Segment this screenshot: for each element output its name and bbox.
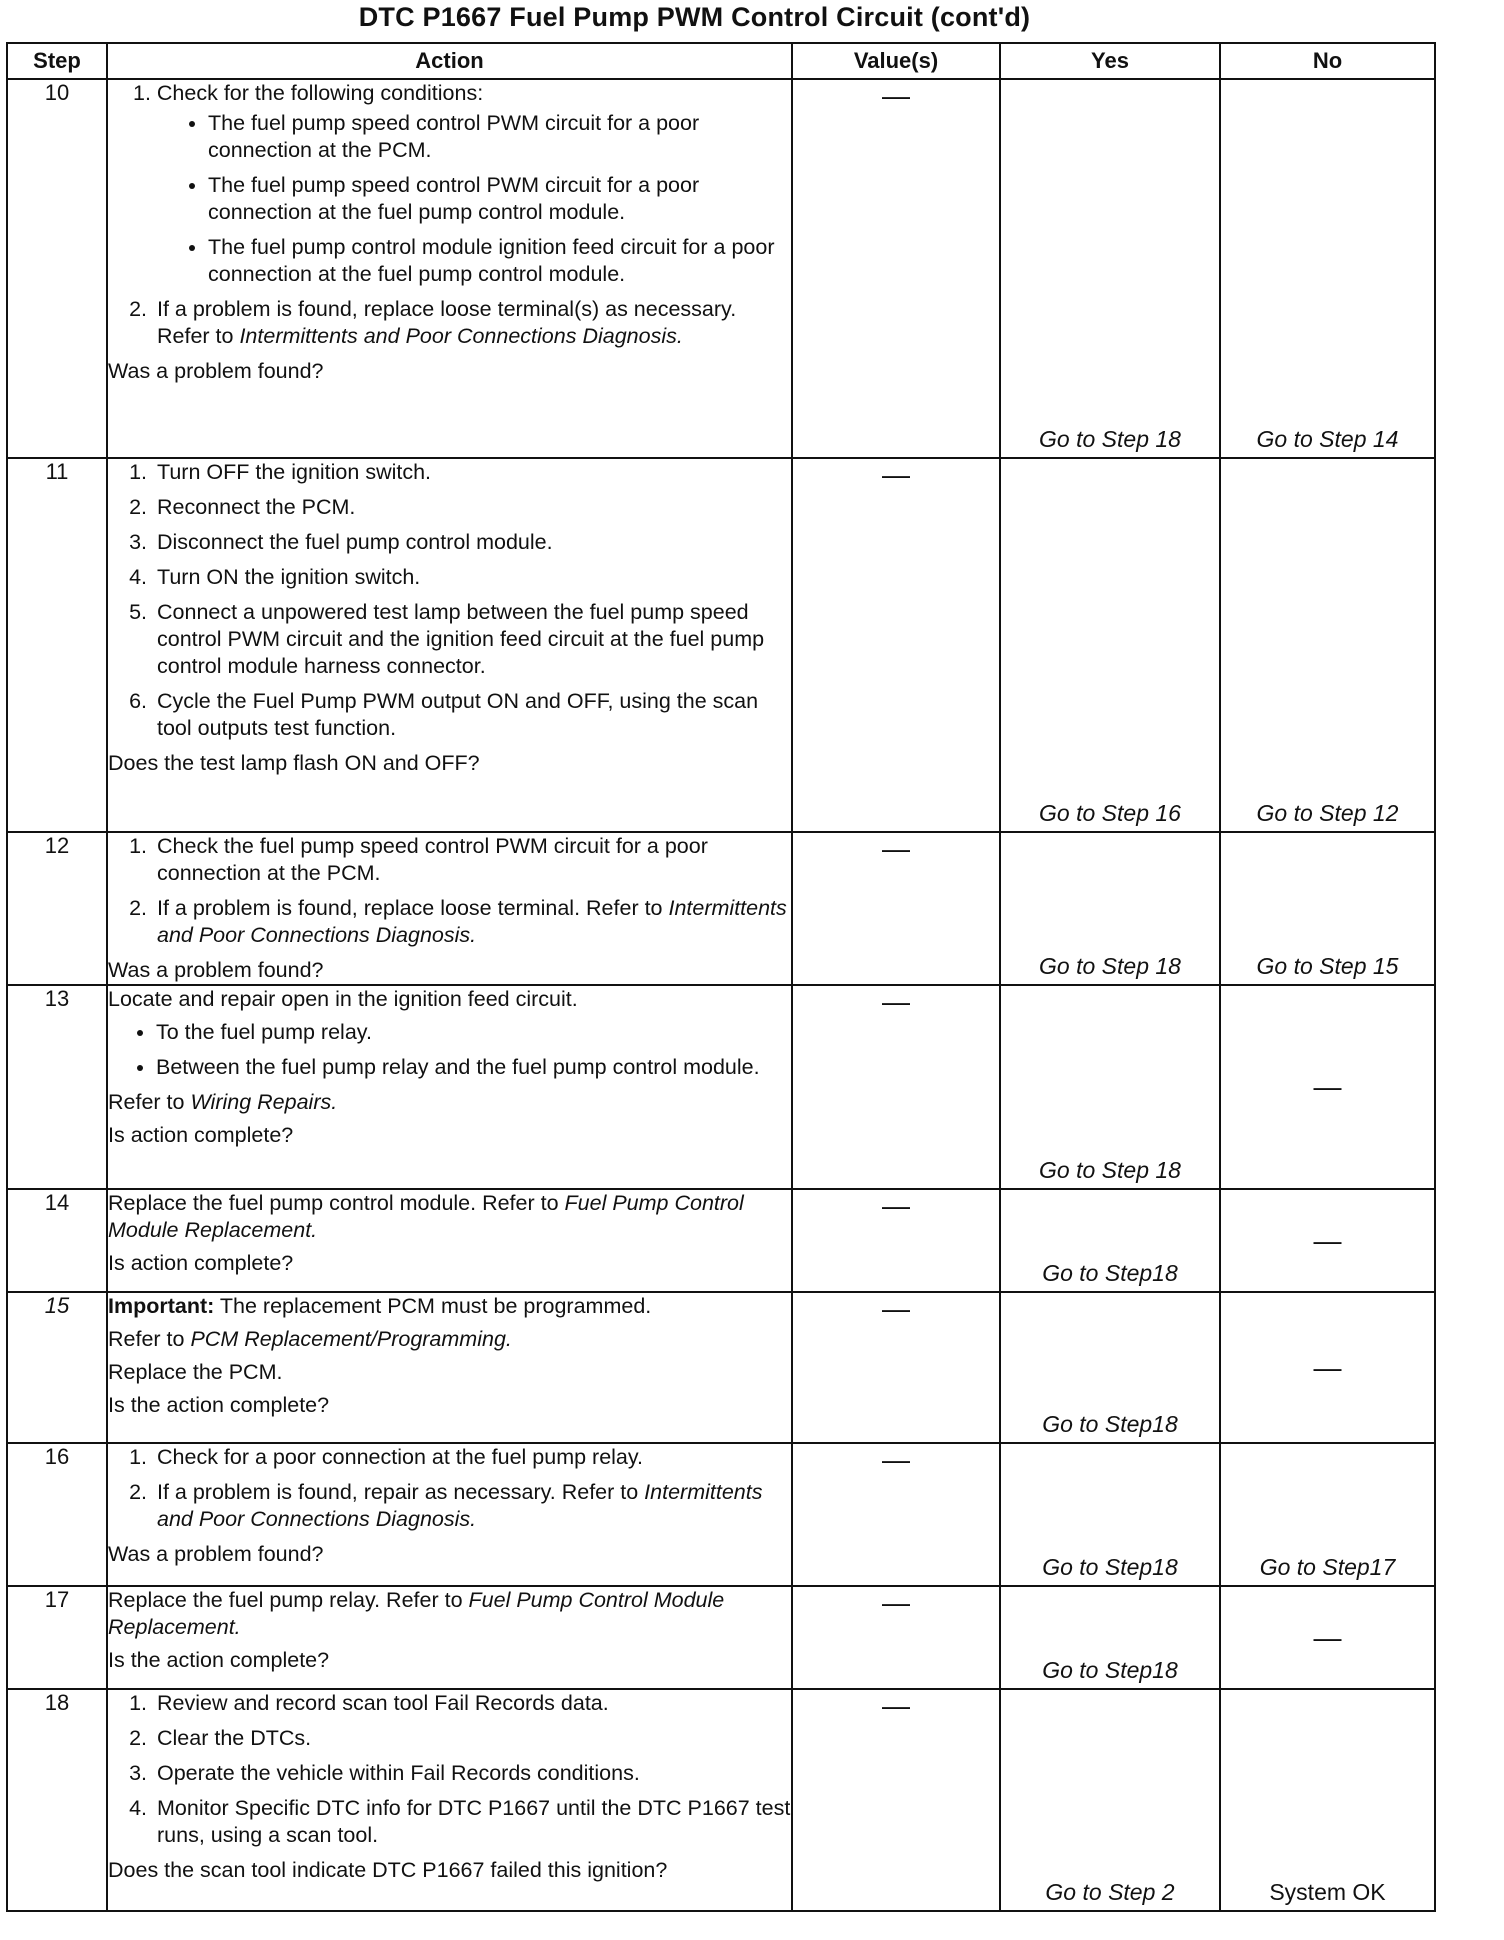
action-cell	[107, 1443, 792, 1586]
action-text	[108, 1587, 791, 1641]
yes-cell	[1000, 1689, 1220, 1911]
list-item: • To the fuel pump relay.	[156, 1019, 791, 1046]
action-question: Is action complete?	[108, 1123, 294, 1147]
no-cell	[1220, 458, 1435, 832]
list-item: • The fuel pump speed control PWM circuit for a poor connection at the fuel pump control module.	[208, 172, 791, 226]
value-cell: —	[792, 1586, 1000, 1689]
value-cell: —	[792, 1292, 1000, 1443]
table-row-step-12	[7, 832, 1435, 985]
action-intro: Locate and repair open in the ignition feed circuit.	[108, 987, 578, 1011]
action-question: Is the action complete?	[108, 1393, 330, 1417]
value-cell: —	[792, 832, 1000, 985]
reference-link: Fuel Pump Control Module Replacement.	[108, 1588, 725, 1639]
table-row-step-14	[7, 1189, 1435, 1292]
action-line: Replace the PCM.	[108, 1360, 283, 1384]
action-cell	[107, 1292, 792, 1443]
table-row-step-10	[7, 79, 1435, 458]
header-no: No	[1220, 43, 1435, 79]
refer-text: Refer to	[108, 1090, 191, 1114]
action-question: Does the scan tool indicate DTC P1667 failed this ignition?	[108, 1858, 668, 1882]
yes-result: Go to Step 2	[1045, 1879, 1175, 1905]
value-cell: —	[792, 458, 1000, 832]
list-item: 4. Turn ON the ignition switch.	[153, 564, 791, 591]
document-title	[0, 2, 1504, 33]
yes-result: Go to Step 18	[1039, 1157, 1181, 1183]
table-row-step-16	[7, 1443, 1435, 1586]
yes-cell	[1000, 832, 1220, 985]
action-question: Is action complete?	[108, 1251, 294, 1275]
yes-result: Go to Step18	[1042, 1411, 1178, 1437]
no-cell	[1220, 1443, 1435, 1586]
yes-cell	[1000, 1292, 1220, 1443]
yes-result: Go to Step 16	[1039, 800, 1181, 826]
refer-line	[108, 1089, 791, 1116]
action-sentence: Replace the fuel pump control module. Refer to	[108, 1191, 565, 1215]
action-question: Was a problem found?	[108, 1542, 324, 1566]
no-cell	[1220, 1292, 1435, 1443]
action-question: Was a problem found?	[108, 958, 324, 982]
no-result: —	[1313, 1351, 1342, 1383]
list-item: • The fuel pump control module ignition feed circuit for a poor connection at the fuel pump control module.	[208, 234, 791, 288]
list-item	[153, 296, 791, 350]
header-action: Action	[107, 43, 792, 79]
step-number: 10	[7, 79, 107, 458]
value-cell: —	[792, 1443, 1000, 1586]
no-result: —	[1313, 1224, 1342, 1256]
list-item: • Between the fuel pump relay and the fuel pump control module.	[156, 1054, 791, 1081]
refer-line	[108, 1326, 791, 1353]
value-cell: —	[792, 1189, 1000, 1292]
title-text: DTC P1667 Fuel Pump PWM Control Circuit (cont'd)	[358, 2, 1031, 32]
step-number: 12	[7, 832, 107, 985]
action-cell	[107, 458, 792, 832]
reference-link: Intermittents and Poor Connections Diagnosis.	[239, 324, 683, 348]
important-note	[108, 1293, 791, 1320]
header-values: Value(s)	[792, 43, 1000, 79]
value-cell: —	[792, 79, 1000, 458]
action-cell	[107, 1586, 792, 1689]
yes-cell	[1000, 1443, 1220, 1586]
step-number: 17	[7, 1586, 107, 1689]
list-item: 1. Turn OFF the ignition switch.	[153, 459, 791, 486]
action-cell	[107, 1189, 792, 1292]
action-question: Does the test lamp flash ON and OFF?	[108, 751, 480, 775]
no-result: Go to Step 15	[1256, 953, 1399, 979]
list-item: 1. Review and record scan tool Fail Records data.	[153, 1690, 791, 1717]
no-result: Go to Step 14	[1256, 426, 1399, 452]
important-text: The replacement PCM must be programmed.	[214, 1294, 652, 1318]
table-row-step-18	[7, 1689, 1435, 1911]
step-number: 14	[7, 1189, 107, 1292]
reference-link: PCM Replacement/Programming.	[190, 1327, 512, 1351]
yes-result: Go to Step18	[1042, 1260, 1178, 1286]
yes-cell	[1000, 1189, 1220, 1292]
important-label: Important:	[108, 1294, 215, 1318]
yes-result: Go to Step18	[1042, 1554, 1178, 1580]
diagnostic-table	[6, 42, 1436, 1912]
action-intro: 1. Check for the following conditions:	[133, 81, 484, 105]
list-item: 2. Clear the DTCs.	[153, 1725, 791, 1752]
step-number: 11	[7, 458, 107, 832]
no-cell	[1220, 985, 1435, 1189]
header-row	[7, 43, 1435, 79]
action-cell	[107, 985, 792, 1189]
yes-result: Go to Step 18	[1039, 426, 1181, 452]
header-step: Step	[7, 43, 107, 79]
yes-result: Go to Step 18	[1039, 953, 1181, 979]
step-number: 16	[7, 1443, 107, 1586]
list-item: 1. Check for a poor connection at the fuel pump relay.	[153, 1444, 791, 1471]
step-number: 15	[7, 1292, 107, 1443]
yes-cell	[1000, 1586, 1220, 1689]
reference-link: Intermittents and Poor Connections Diagnosis.	[157, 1480, 763, 1531]
item-text: If a problem is found, replace loose terminal. Refer to	[157, 896, 669, 920]
action-text	[108, 1190, 791, 1244]
no-result: System OK	[1269, 1879, 1386, 1905]
list-item: 2. Reconnect the PCM.	[153, 494, 791, 521]
yes-cell	[1000, 985, 1220, 1189]
step-number: 18	[7, 1689, 107, 1911]
yes-cell	[1000, 458, 1220, 832]
value-cell: —	[792, 1689, 1000, 1911]
header-yes: Yes	[1000, 43, 1220, 79]
no-result: Go to Step 12	[1256, 800, 1399, 826]
list-item: 5. Connect a unpowered test lamp between the fuel pump speed control PWM circuit and the ignition feed circuit at the fuel pump control module harness connector.	[153, 599, 791, 680]
table-row-step-13	[7, 985, 1435, 1189]
list-item: 3. Disconnect the fuel pump control module.	[153, 529, 791, 556]
no-cell	[1220, 832, 1435, 985]
list-item: 1. Check the fuel pump speed control PWM circuit for a poor connection at the PCM.	[153, 833, 791, 887]
yes-result: Go to Step18	[1042, 1657, 1178, 1683]
reference-link: Wiring Repairs.	[190, 1090, 338, 1114]
reference-link: Intermittents and Poor Connections Diagnosis.	[157, 896, 787, 947]
action-question: Was a problem found?	[108, 359, 324, 383]
action-cell	[107, 79, 792, 458]
no-cell	[1220, 1189, 1435, 1292]
item-text: If a problem is found, replace loose terminal(s) as necessary. Refer to	[157, 297, 737, 348]
reference-link: Fuel Pump Control Module Replacement.	[108, 1191, 744, 1242]
list-item: • The fuel pump speed control PWM circuit for a poor connection at the PCM.	[208, 110, 791, 164]
table-row-step-15	[7, 1292, 1435, 1443]
item-text: If a problem is found, repair as necessary. Refer to	[157, 1480, 645, 1504]
step-number: 13	[7, 985, 107, 1189]
yes-cell	[1000, 79, 1220, 458]
refer-text: Refer to	[108, 1327, 191, 1351]
no-cell	[1220, 1689, 1435, 1911]
list-item: 3. Operate the vehicle within Fail Records conditions.	[153, 1760, 791, 1787]
table-row-step-11	[7, 458, 1435, 832]
action-cell	[107, 832, 792, 985]
no-result: —	[1313, 1071, 1342, 1102]
action-cell	[107, 1689, 792, 1911]
no-cell	[1220, 79, 1435, 458]
table-row-step-17	[7, 1586, 1435, 1689]
no-cell	[1220, 1586, 1435, 1689]
no-result: —	[1313, 1621, 1342, 1653]
list-item: 6. Cycle the Fuel Pump PWM output ON and OFF, using the scan tool outputs test function.	[153, 688, 791, 742]
list-item: 4. Monitor Specific DTC info for DTC P1667 until the DTC P1667 test runs, using a scan tool.	[153, 1795, 791, 1849]
action-sentence: Replace the fuel pump relay. Refer to	[108, 1588, 469, 1612]
list-item	[153, 895, 791, 949]
list-item	[153, 1479, 791, 1533]
action-question: Is the action complete?	[108, 1648, 330, 1672]
value-cell: —	[792, 985, 1000, 1189]
no-result: Go to Step17	[1259, 1554, 1396, 1580]
